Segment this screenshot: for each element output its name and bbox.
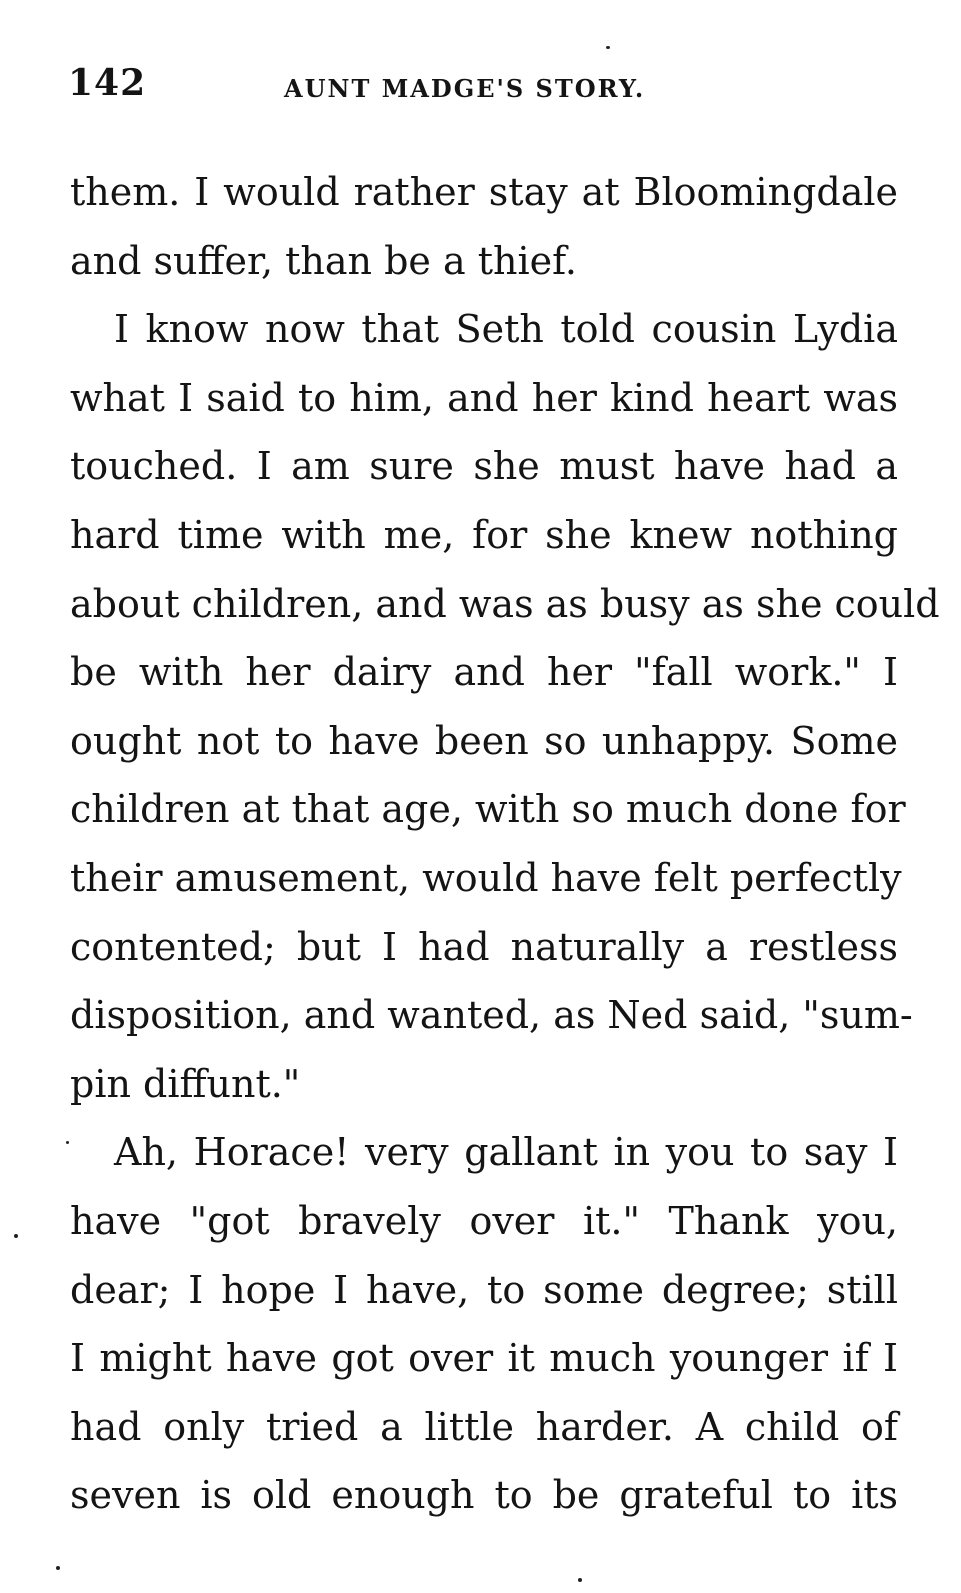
print-speck [66, 1141, 69, 1144]
text-line: pin diffunt." [70, 1061, 301, 1106]
text-line: touched. I am sure she must have had a [70, 444, 898, 489]
text-line: seven is old enough to be grateful to its [70, 1473, 898, 1518]
print-speck [14, 1234, 18, 1238]
text-line: have "got bravely over it." Thank you, [70, 1198, 898, 1243]
body-text [70, 158, 940, 1530]
text-line: their amusement, would have felt perfectly [70, 855, 902, 900]
text-line: I know now that Seth told cousin Lydia [114, 307, 898, 352]
text-line: them. I would rather stay at Bloomingdale [70, 170, 898, 214]
text-line: be with her dairy and her "fall work." I [70, 650, 898, 695]
page-number: 142 [68, 62, 147, 104]
text-line: Ah, Horace! very gallant in you to say I [114, 1130, 898, 1175]
text-line: ought not to have been so unhappy. Some [70, 718, 898, 763]
page-header [68, 62, 898, 122]
text-line: children at that age, with so much done for [70, 787, 906, 832]
running-head: AUNT MADGE'S STORY. [284, 74, 646, 103]
text-line: I might have got over it much younger if I [70, 1336, 898, 1381]
text-line: disposition, and wanted, as Ned said, "sum- [70, 993, 913, 1038]
text-line: had only tried a little harder. A child of [70, 1404, 898, 1449]
print-speck [56, 1566, 60, 1570]
text-line: about children, and was as busy as she could [70, 581, 940, 626]
print-speck [606, 46, 610, 49]
text-line: contented; but I had naturally a restless [70, 924, 898, 969]
print-speck [578, 1578, 582, 1582]
text-line: dear; I hope I have, to some degree; still [70, 1267, 898, 1312]
text-line: and suffer, than be a thief. [70, 238, 577, 283]
text-line: what I said to him, and her kind heart was [70, 375, 898, 420]
text-line: hard time with me, for she knew nothing [70, 512, 898, 557]
